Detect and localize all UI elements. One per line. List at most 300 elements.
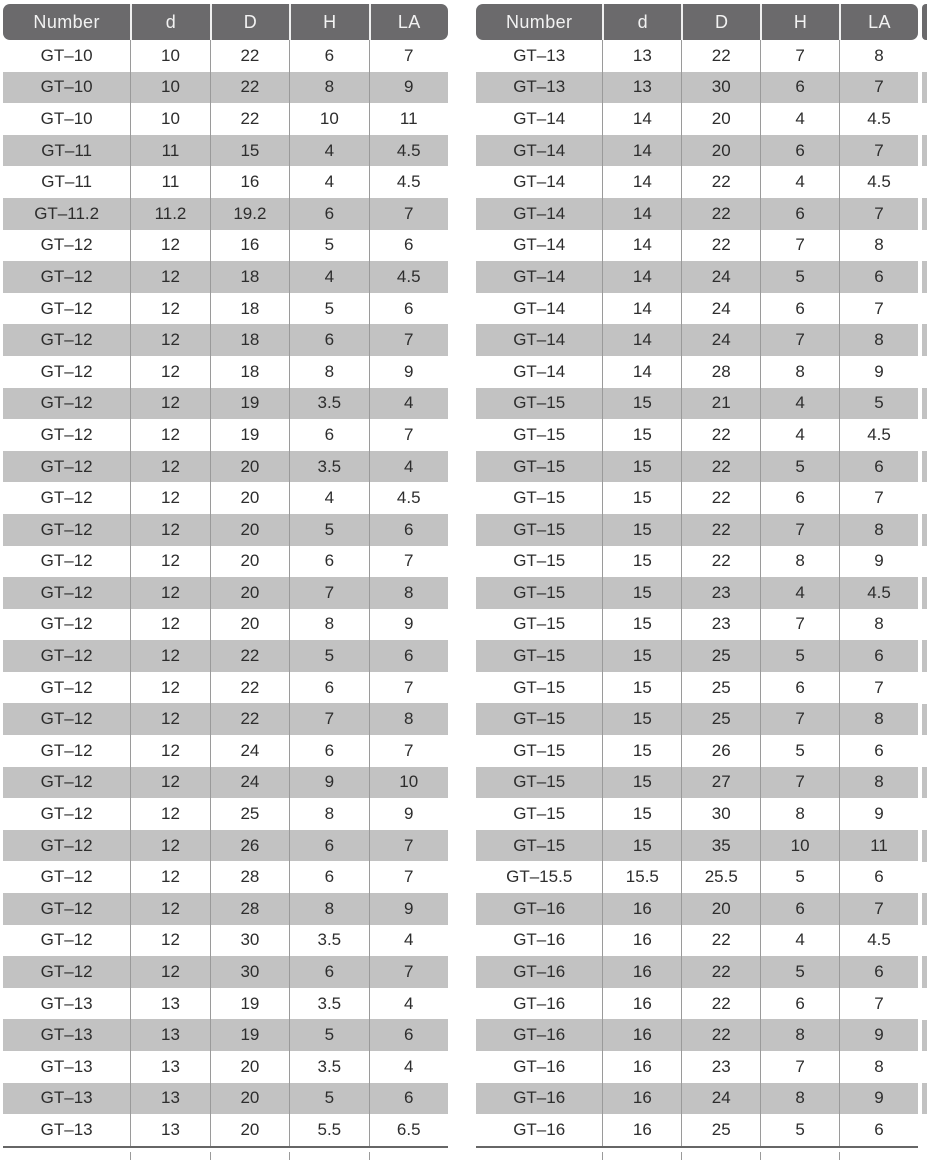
- table-cell: GT–15: [513, 393, 566, 413]
- table-row: [3, 830, 448, 862]
- table-cell: GT–12: [40, 898, 93, 918]
- table-bottom-rule: [476, 1146, 918, 1148]
- table-cell: GT–12: [40, 772, 93, 792]
- table-cell: 8: [839, 514, 918, 546]
- table-cell: 12: [130, 230, 209, 262]
- table-row: [3, 103, 448, 135]
- table-cell: 5: [760, 861, 839, 893]
- table-row: [3, 798, 448, 830]
- table-cell: 4: [760, 577, 839, 609]
- table-cell: 4: [369, 451, 448, 483]
- table-cell: GT–14: [513, 330, 566, 350]
- table-row: [476, 798, 918, 830]
- table-cell: 20: [210, 577, 289, 609]
- table-cell: 25: [681, 672, 760, 704]
- cropped-row-edge: [922, 388, 927, 420]
- column-divider-stub: [839, 1152, 840, 1160]
- table-cell: 6: [760, 988, 839, 1020]
- table-cell: 22: [210, 672, 289, 704]
- table-cell: GT–16: [513, 1088, 566, 1108]
- table-cell: GT–15: [513, 835, 566, 855]
- table-row: [476, 451, 918, 483]
- table-cell: 20: [210, 514, 289, 546]
- table-cell: 7: [369, 546, 448, 578]
- table-cell: 14: [602, 261, 681, 293]
- table-cell: 8: [369, 577, 448, 609]
- table-cell: 7: [369, 198, 448, 230]
- table-row: [476, 72, 918, 104]
- table-cell: 4: [760, 103, 839, 135]
- table-cell: 6: [839, 1114, 918, 1146]
- column-divider-stub: [760, 1152, 761, 1160]
- table-cell: 19.2: [210, 198, 289, 230]
- table-body: [476, 40, 918, 1146]
- table-cell: 24: [681, 1083, 760, 1115]
- table-cell: 15: [602, 798, 681, 830]
- table-row: [3, 261, 448, 293]
- table-cell: GT–12: [40, 709, 93, 729]
- column-header-D: D: [681, 4, 760, 40]
- table-cell: 4: [369, 925, 448, 957]
- table-cell: 16: [210, 166, 289, 198]
- table-cell: 22: [681, 546, 760, 578]
- table-row: [476, 577, 918, 609]
- table-cell: 6: [760, 293, 839, 325]
- table-cell: 12: [130, 672, 209, 704]
- table-cell: 12: [130, 735, 209, 767]
- table-cell: 6: [369, 1083, 448, 1115]
- table-cell: 4: [369, 388, 448, 420]
- table-cell: 7: [369, 830, 448, 862]
- table-row: [3, 1114, 448, 1146]
- table-cell: 22: [681, 514, 760, 546]
- table-row: [476, 767, 918, 799]
- table-cell: 8: [839, 767, 918, 799]
- table-cell: 7: [760, 1051, 839, 1083]
- table-cell: 6: [839, 451, 918, 483]
- table-cell: GT–12: [40, 804, 93, 824]
- cropped-row-edge: [922, 324, 927, 356]
- table-cell: 20: [210, 451, 289, 483]
- table-cell: 13: [130, 1083, 209, 1115]
- table-cell: GT–13: [40, 1056, 93, 1076]
- table-row: [476, 356, 918, 388]
- table-cell: 22: [210, 40, 289, 72]
- table-cell: GT–15: [513, 488, 566, 508]
- table-row: [3, 40, 448, 72]
- table-row: [3, 324, 448, 356]
- table-row: [476, 956, 918, 988]
- table-row: [3, 767, 448, 799]
- table-cell: 12: [130, 830, 209, 862]
- table-cell: 22: [210, 103, 289, 135]
- table-cell: 5: [289, 514, 368, 546]
- table-cell: 14: [602, 135, 681, 167]
- table-cell: 20: [681, 893, 760, 925]
- table-cell: 7: [839, 72, 918, 104]
- table-cell: 7: [760, 514, 839, 546]
- spec-table-right: [476, 4, 918, 1146]
- table-cell: 12: [130, 577, 209, 609]
- cropped-row-edge: [922, 1083, 927, 1115]
- table-cell: GT–16: [513, 930, 566, 950]
- table-cell: 4.5: [839, 103, 918, 135]
- table-cell: 6.5: [369, 1114, 448, 1146]
- table-cell: 23: [681, 577, 760, 609]
- table-row: [476, 988, 918, 1020]
- table-cell: 18: [210, 324, 289, 356]
- table-cell: 12: [130, 546, 209, 578]
- table-cell: 4.5: [369, 261, 448, 293]
- table-cell: 15: [602, 451, 681, 483]
- table-cell: 9: [369, 356, 448, 388]
- column-header-number: Number: [33, 11, 100, 32]
- table-row: [476, 514, 918, 546]
- table-cell: 10: [760, 830, 839, 862]
- table-row: [3, 293, 448, 325]
- table-cell: 7: [839, 988, 918, 1020]
- table-cell: 11: [369, 103, 448, 135]
- table-cell: GT–15: [513, 646, 566, 666]
- table-cell: 8: [839, 40, 918, 72]
- table-cell: 7: [760, 324, 839, 356]
- table-cell: 7: [289, 703, 368, 735]
- table-row: [476, 166, 918, 198]
- table-cell: 16: [602, 1019, 681, 1051]
- table-cell: 6: [289, 324, 368, 356]
- table-cell: 5: [760, 735, 839, 767]
- table-row: [3, 514, 448, 546]
- table-cell: 6: [289, 861, 368, 893]
- table-cell: 3.5: [289, 388, 368, 420]
- table-cell: 16: [602, 1083, 681, 1115]
- table-cell: 23: [681, 609, 760, 641]
- table-cell: GT–16: [513, 1025, 566, 1045]
- table-cell: 8: [839, 230, 918, 262]
- table-cell: 12: [130, 419, 209, 451]
- table-cell: 7: [760, 40, 839, 72]
- table-cell: 6: [839, 261, 918, 293]
- table-cell: 12: [130, 324, 209, 356]
- table-cell: 8: [289, 609, 368, 641]
- table-cell: GT–13: [513, 77, 566, 97]
- column-header-D: D: [210, 4, 289, 40]
- table-cell: 8: [760, 356, 839, 388]
- table-cell: 6: [369, 640, 448, 672]
- table-row: [476, 230, 918, 262]
- table-cell: GT–11: [41, 172, 92, 192]
- table-cell: 9: [839, 1019, 918, 1051]
- table-cell: 8: [760, 798, 839, 830]
- table-cell: GT–12: [40, 962, 93, 982]
- table-row: [3, 1019, 448, 1051]
- table-cell: 22: [681, 451, 760, 483]
- table-cell: 6: [760, 672, 839, 704]
- cropped-row-edge: [922, 135, 927, 167]
- table-cell: 22: [681, 482, 760, 514]
- table-cell: 14: [602, 324, 681, 356]
- table-cell: 15: [602, 703, 681, 735]
- table-cell: 7: [839, 672, 918, 704]
- table-cell: 12: [130, 293, 209, 325]
- table-row: [476, 672, 918, 704]
- table-cell: GT–15: [513, 456, 566, 476]
- table-cell: 6: [839, 861, 918, 893]
- column-header-LA: LA: [839, 4, 918, 40]
- table-cell: 16: [602, 1051, 681, 1083]
- table-row: [476, 419, 918, 451]
- table-cell: 3.5: [289, 1051, 368, 1083]
- table-cell: 20: [681, 103, 760, 135]
- table-cell: 4: [760, 419, 839, 451]
- table-cell: 12: [130, 388, 209, 420]
- table-cell: 8: [760, 1019, 839, 1051]
- table-cell: 26: [210, 830, 289, 862]
- table-row: [3, 1051, 448, 1083]
- table-cell: 15: [602, 514, 681, 546]
- table-cell: 24: [681, 261, 760, 293]
- table-cell: 6: [289, 419, 368, 451]
- table-header: [3, 4, 448, 40]
- table-cell: 15: [602, 388, 681, 420]
- table-cell: 20: [210, 546, 289, 578]
- table-row: [476, 830, 918, 862]
- table-cell: 28: [210, 893, 289, 925]
- table-cell: 14: [602, 356, 681, 388]
- table-cell: 8: [369, 703, 448, 735]
- table-cell: 22: [681, 925, 760, 957]
- table-cell: 6: [369, 293, 448, 325]
- table-cell: GT–13: [40, 1088, 93, 1108]
- table-row: [476, 703, 918, 735]
- table-cell: 7: [289, 577, 368, 609]
- table-cell: 15: [602, 419, 681, 451]
- table-cell: GT–12: [40, 582, 93, 602]
- table-cell: 25.5: [681, 861, 760, 893]
- table-cell: GT–12: [40, 614, 93, 634]
- table-cell: 5: [760, 261, 839, 293]
- next-row-stubs: [3, 1152, 448, 1160]
- table-cell: 19: [210, 988, 289, 1020]
- table-cell: GT–12: [40, 424, 93, 444]
- table-cell: 22: [210, 640, 289, 672]
- table-cell: 7: [369, 735, 448, 767]
- table-row: [3, 988, 448, 1020]
- table-cell: 12: [130, 261, 209, 293]
- column-divider-stub: [210, 1152, 211, 1160]
- table-cell: 12: [130, 798, 209, 830]
- table-body: [3, 40, 448, 1146]
- table-row: [3, 577, 448, 609]
- table-cell: 22: [681, 988, 760, 1020]
- table-cell: GT–13: [513, 45, 566, 65]
- table-row: [3, 388, 448, 420]
- table-cell: 7: [760, 767, 839, 799]
- table-cell: 27: [681, 767, 760, 799]
- table-row: [476, 861, 918, 893]
- table-cell: 22: [210, 703, 289, 735]
- table-cell: 6: [289, 735, 368, 767]
- table-cell: GT–15: [513, 772, 566, 792]
- table-cell: GT–12: [40, 266, 93, 286]
- table-cell: GT–12: [40, 835, 93, 855]
- table-row: [3, 703, 448, 735]
- table-cell: 6: [289, 956, 368, 988]
- table-cell: GT–16: [513, 993, 566, 1013]
- table-row: [3, 198, 448, 230]
- table-cell: 25: [681, 1114, 760, 1146]
- table-cell: 4.5: [839, 925, 918, 957]
- table-cell: 10: [130, 40, 209, 72]
- table-cell: GT–12: [40, 456, 93, 476]
- table-cell: 6: [760, 893, 839, 925]
- table-row: [3, 893, 448, 925]
- table-cell: GT–12: [40, 235, 93, 255]
- table-cell: 12: [130, 956, 209, 988]
- table-cell: 6: [369, 1019, 448, 1051]
- cropped-row-edge: [922, 956, 927, 988]
- table-cell: 15: [210, 135, 289, 167]
- cropped-row-edge: [922, 577, 927, 609]
- table-cell: 22: [681, 956, 760, 988]
- table-cell: 19: [210, 419, 289, 451]
- table-cell: 6: [839, 640, 918, 672]
- table-row: [3, 735, 448, 767]
- table-cell: 9: [289, 767, 368, 799]
- table-cell: GT–14: [513, 361, 566, 381]
- table-cell: 22: [210, 72, 289, 104]
- table-cell: 6: [760, 198, 839, 230]
- table-cell: 4.5: [839, 419, 918, 451]
- table-cell: GT–14: [513, 266, 566, 286]
- table-cell: 12: [130, 893, 209, 925]
- table-row: [3, 1083, 448, 1115]
- cropped-row-edge: [922, 1020, 927, 1052]
- table-cell: 9: [369, 609, 448, 641]
- table-cell: 4.5: [369, 482, 448, 514]
- spec-table-left: [3, 4, 448, 1146]
- table-cell: GT–10: [40, 77, 93, 97]
- table-cell: 9: [839, 546, 918, 578]
- table-cell: 4.5: [839, 577, 918, 609]
- next-row-stubs: [476, 1152, 918, 1160]
- table-cell: 6: [289, 198, 368, 230]
- table-cell: 22: [681, 1019, 760, 1051]
- table-cell: 6: [369, 514, 448, 546]
- table-cell: 20: [210, 482, 289, 514]
- table-cell: GT–12: [40, 519, 93, 539]
- table-row: [476, 609, 918, 641]
- table-cell: GT–14: [513, 108, 566, 128]
- table-cell: GT–11: [41, 140, 92, 160]
- table-row: [3, 640, 448, 672]
- table-cell: 20: [210, 1051, 289, 1083]
- table-cell: GT–14: [513, 203, 566, 223]
- table-row: [476, 640, 918, 672]
- table-cell: 30: [681, 72, 760, 104]
- table-cell: 5: [760, 1114, 839, 1146]
- column-divider-stub: [369, 1152, 370, 1160]
- table-cell: 14: [602, 166, 681, 198]
- table-cell: 30: [210, 925, 289, 957]
- table-cell: GT–13: [40, 1025, 93, 1045]
- table-cell: 7: [369, 861, 448, 893]
- table-cell: 5: [760, 451, 839, 483]
- table-cell: 12: [130, 451, 209, 483]
- table-cell: 9: [839, 356, 918, 388]
- table-cell: GT–12: [40, 551, 93, 571]
- table-row: [3, 925, 448, 957]
- table-cell: 22: [681, 198, 760, 230]
- table-row: [476, 293, 918, 325]
- table-cell: 4: [289, 135, 368, 167]
- table-cell: 12: [130, 861, 209, 893]
- table-cell: 22: [681, 230, 760, 262]
- table-cell: 7: [839, 482, 918, 514]
- table-cell: GT–11.2: [34, 203, 100, 223]
- table-cell: 19: [210, 1019, 289, 1051]
- table-row: [3, 482, 448, 514]
- table-cell: 8: [760, 1083, 839, 1115]
- cropped-row-edge: [922, 514, 927, 546]
- table-cell: 15: [602, 735, 681, 767]
- table-cell: 5.5: [289, 1114, 368, 1146]
- table-cell: 26: [681, 735, 760, 767]
- table-cell: 14: [602, 103, 681, 135]
- table-cell: GT–14: [513, 235, 566, 255]
- cropped-row-edge: [922, 893, 927, 925]
- table-cell: 5: [760, 640, 839, 672]
- table-cell: 7: [760, 703, 839, 735]
- cropped-row-edge: [922, 451, 927, 483]
- column-divider-stub: [681, 1152, 682, 1160]
- table-cell: 14: [602, 198, 681, 230]
- cropped-row-edge: [922, 640, 927, 672]
- table-cell: 10: [369, 767, 448, 799]
- table-cell: 16: [602, 988, 681, 1020]
- table-cell: 9: [369, 893, 448, 925]
- table-cell: 19: [210, 388, 289, 420]
- table-cell: 4: [760, 388, 839, 420]
- table-cell: 12: [130, 767, 209, 799]
- cropped-row-edge: [922, 72, 927, 104]
- table-cell: 10: [289, 103, 368, 135]
- column-divider-stub: [130, 1152, 131, 1160]
- table-cell: 6: [839, 735, 918, 767]
- table-cell: 8: [289, 72, 368, 104]
- table-cell: 15: [602, 830, 681, 862]
- table-cell: GT–15: [513, 740, 566, 760]
- table-cell: 5: [289, 1019, 368, 1051]
- table-cell: 6: [289, 40, 368, 72]
- table-cell: GT–13: [40, 993, 93, 1013]
- table-cell: GT–12: [40, 298, 93, 318]
- table-cell: 7: [369, 672, 448, 704]
- column-header-number: Number: [505, 11, 573, 32]
- table-cell: 13: [602, 72, 681, 104]
- table-cell: 15: [602, 767, 681, 799]
- table-row: [3, 356, 448, 388]
- table-cell: 22: [681, 40, 760, 72]
- table-row: [3, 451, 448, 483]
- table-cell: 12: [130, 640, 209, 672]
- table-cell: 16: [602, 925, 681, 957]
- table-cell: 8: [289, 798, 368, 830]
- table-row: [476, 735, 918, 767]
- table-cell: GT–16: [513, 1119, 566, 1139]
- table-cell: 5: [289, 230, 368, 262]
- table-cell: GT–10: [40, 45, 93, 65]
